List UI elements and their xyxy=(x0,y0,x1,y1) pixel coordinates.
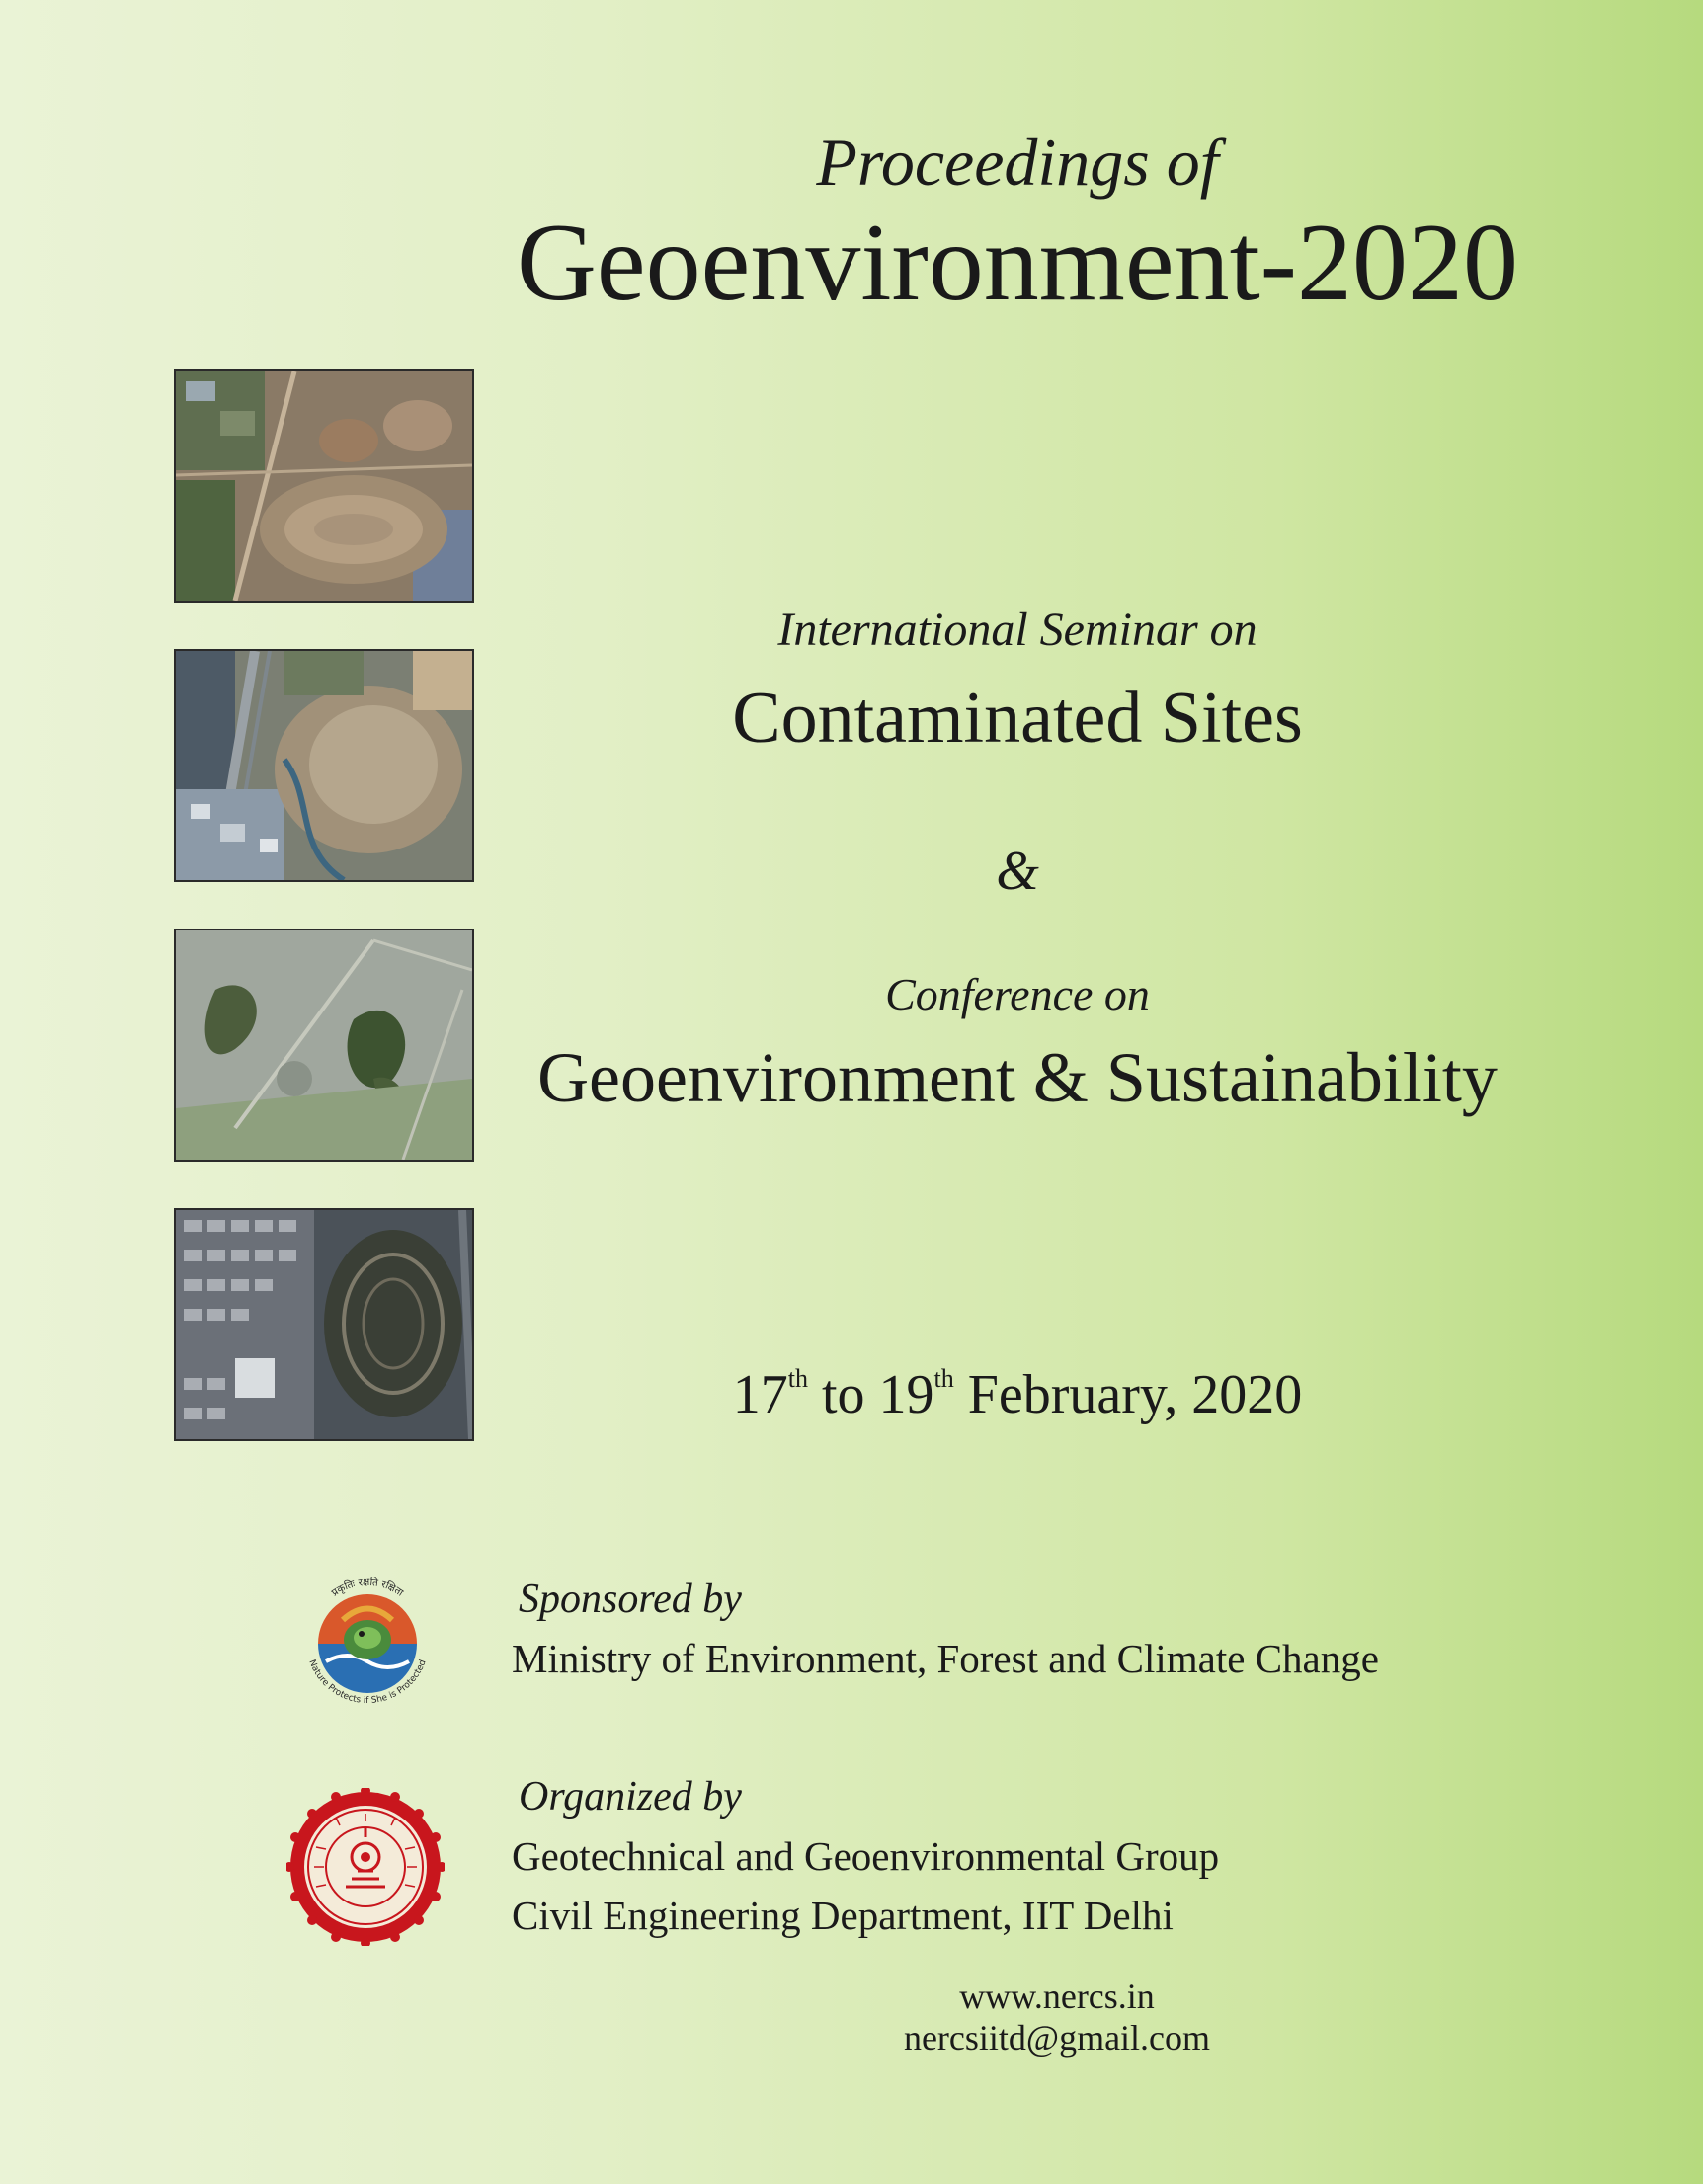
landfill-aerial-image-4 xyxy=(174,1208,474,1441)
website-link[interactable]: www.nercs.in xyxy=(959,1977,1155,2016)
start-day-suffix: th xyxy=(787,1364,808,1393)
event-dates xyxy=(474,1363,1561,1426)
end-day-suffix: th xyxy=(933,1364,954,1393)
end-day: 19 xyxy=(878,1364,934,1425)
moefcc-logo-bottom-text: Nature Protects if She is Protected xyxy=(306,1658,429,1707)
iit-delhi-logo-icon xyxy=(286,1788,445,1946)
landfill-aerial-image-1 xyxy=(174,369,474,603)
moefcc-logo-icon xyxy=(288,1563,446,1721)
sponsor-name: Ministry of Environment, Forest and Climate Change xyxy=(512,1636,1379,1681)
organizer-department: Civil Engineering Department, IIT Delhi xyxy=(512,1893,1174,1938)
seminar-title: Contaminated Sites xyxy=(732,678,1303,759)
start-day: 17 xyxy=(732,1364,788,1425)
month-year: February, 2020 xyxy=(967,1364,1303,1425)
page-title: Geoenvironment-2020 xyxy=(517,202,1518,324)
organizer-group: Geotechnical and Geoenvironmental Group xyxy=(512,1833,1220,1879)
moefcc-logo-top-text: प्रकृतिः रक्षति रक्षिता xyxy=(329,1577,405,1599)
email-link[interactable]: nercsiitd@gmail.com xyxy=(903,2018,1211,2058)
date-range-to: to xyxy=(821,1364,865,1425)
seminar-intro: International Seminar on xyxy=(777,604,1257,656)
ampersand-separator: & xyxy=(996,841,1039,902)
conference-title: Geoenvironment & Sustainability xyxy=(537,1038,1498,1117)
conference-intro: Conference on xyxy=(885,969,1150,1019)
organized-by-label: Organized by xyxy=(519,1774,742,1820)
sponsored-by-label: Sponsored by xyxy=(519,1577,742,1622)
landfill-aerial-image-3 xyxy=(174,929,474,1162)
landfill-aerial-image-2 xyxy=(174,649,474,882)
proceedings-label: Proceedings of xyxy=(816,124,1219,200)
